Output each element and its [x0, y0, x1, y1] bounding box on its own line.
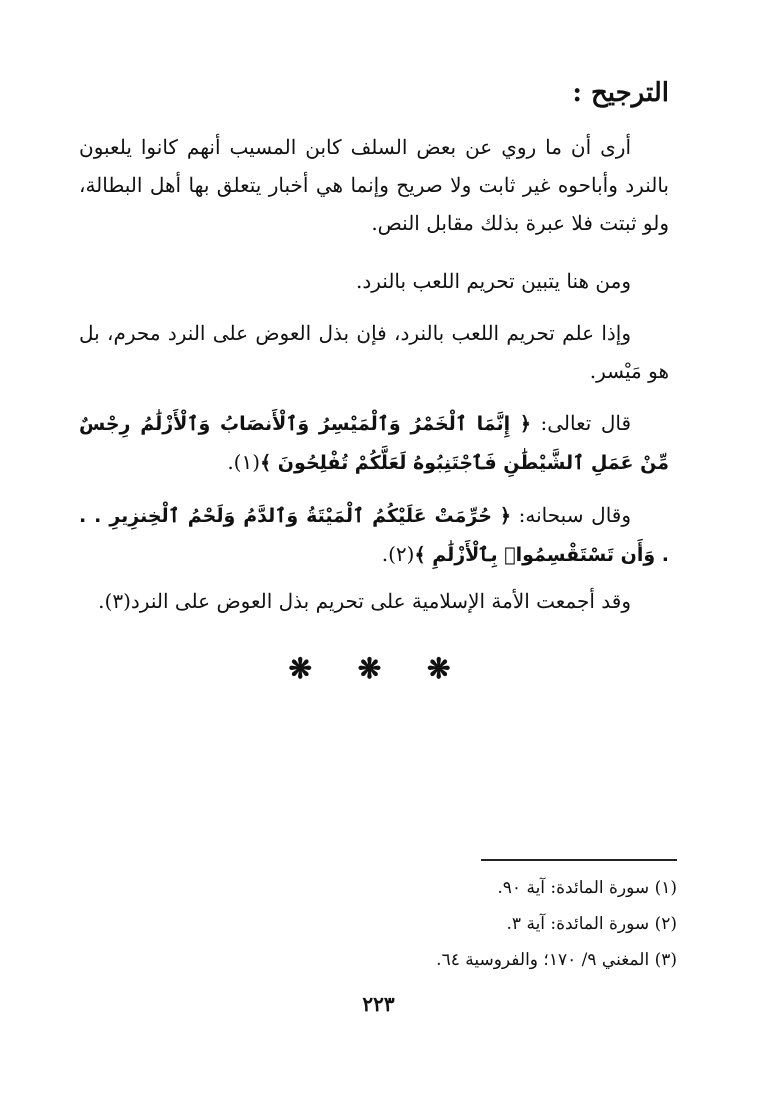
verse-intro: قال تعالى: — [531, 411, 631, 435]
section-separator-stars: ❋ ❋ ❋ — [288, 652, 469, 685]
quran-verse: ﴿ حُرِّمَتْ عَلَيْكُمُ ٱلْمَيْتَةُ وَٱلدَّمُ وَلَحْمُ ٱلْخِنزِيرِ . . . وَأَن تَسْتَقْسِمُوا۟ بِٱلْأَزْلَٰمِ ﴾ — [79, 505, 669, 566]
footnote-ref: (٣). — [98, 589, 131, 613]
verse-intro: وقال سبحانه: — [510, 503, 632, 527]
footnote-ref: (٢). — [381, 542, 415, 566]
paragraph-wager: وإذا علم تحريم اللعب بالنرد، فإن بذل العوض على النرد محرم، بل هو مَيْسر. — [79, 321, 669, 383]
paragraph-consensus — [79, 582, 669, 620]
footnotes — [277, 870, 677, 978]
footnote-marker: (١) — [654, 878, 677, 898]
footnote-item — [277, 870, 677, 906]
page-number: ٢٢٣ — [362, 992, 395, 1016]
paragraph-conclusion: ومن هنا يتبين تحريم اللعب بالنرد. — [356, 269, 631, 293]
paragraph-verse-maidah-90 — [79, 404, 669, 482]
footnote-marker: (٢) — [654, 914, 677, 934]
paragraph-ruling: أرى أن ما روي عن بعض السلف كابن المسيب أنهم كانوا يلعبون بالنرد وأباحوه غير ثابت ولا صريح وإنما هي أخبار يتعلق بها أهل البطالة، ولو ثبتت فلا عبرة بذلك مقابل النص. — [79, 135, 669, 235]
quran-verse: ﴿ إِنَّمَا ٱلْخَمْرُ وَٱلْمَيْسِرُ وَٱلْأَنصَابُ وَٱلْأَزْلَٰمُ رِجْسٌ مِّنْ عَمَلِ ٱلشَّيْطَٰنِ فَٱجْتَنِبُوهُ لَعَلَّكُمْ تُفْلِحُونَ ﴾ — [79, 413, 669, 474]
footnote-ref: (١). — [227, 450, 261, 474]
footnote-marker: (٣) — [654, 950, 677, 970]
footnote-text: سورة المائدة: آية ٣. — [506, 914, 650, 934]
footnote-text: سورة المائدة: آية ٩٠. — [497, 878, 650, 898]
section-heading: الترجيح : — [572, 78, 669, 108]
footnote-text: المغني ٩/ ١٧٠؛ والفروسية ٦٤. — [436, 950, 650, 970]
consensus-text: وقد أجمعت الأمة الإسلامية على تحريم بذل العوض على النرد — [130, 589, 631, 613]
footnote-divider — [481, 859, 677, 861]
paragraph-verse-maidah-3 — [79, 496, 669, 574]
footnote-item — [277, 906, 677, 942]
footnote-item — [277, 942, 677, 978]
